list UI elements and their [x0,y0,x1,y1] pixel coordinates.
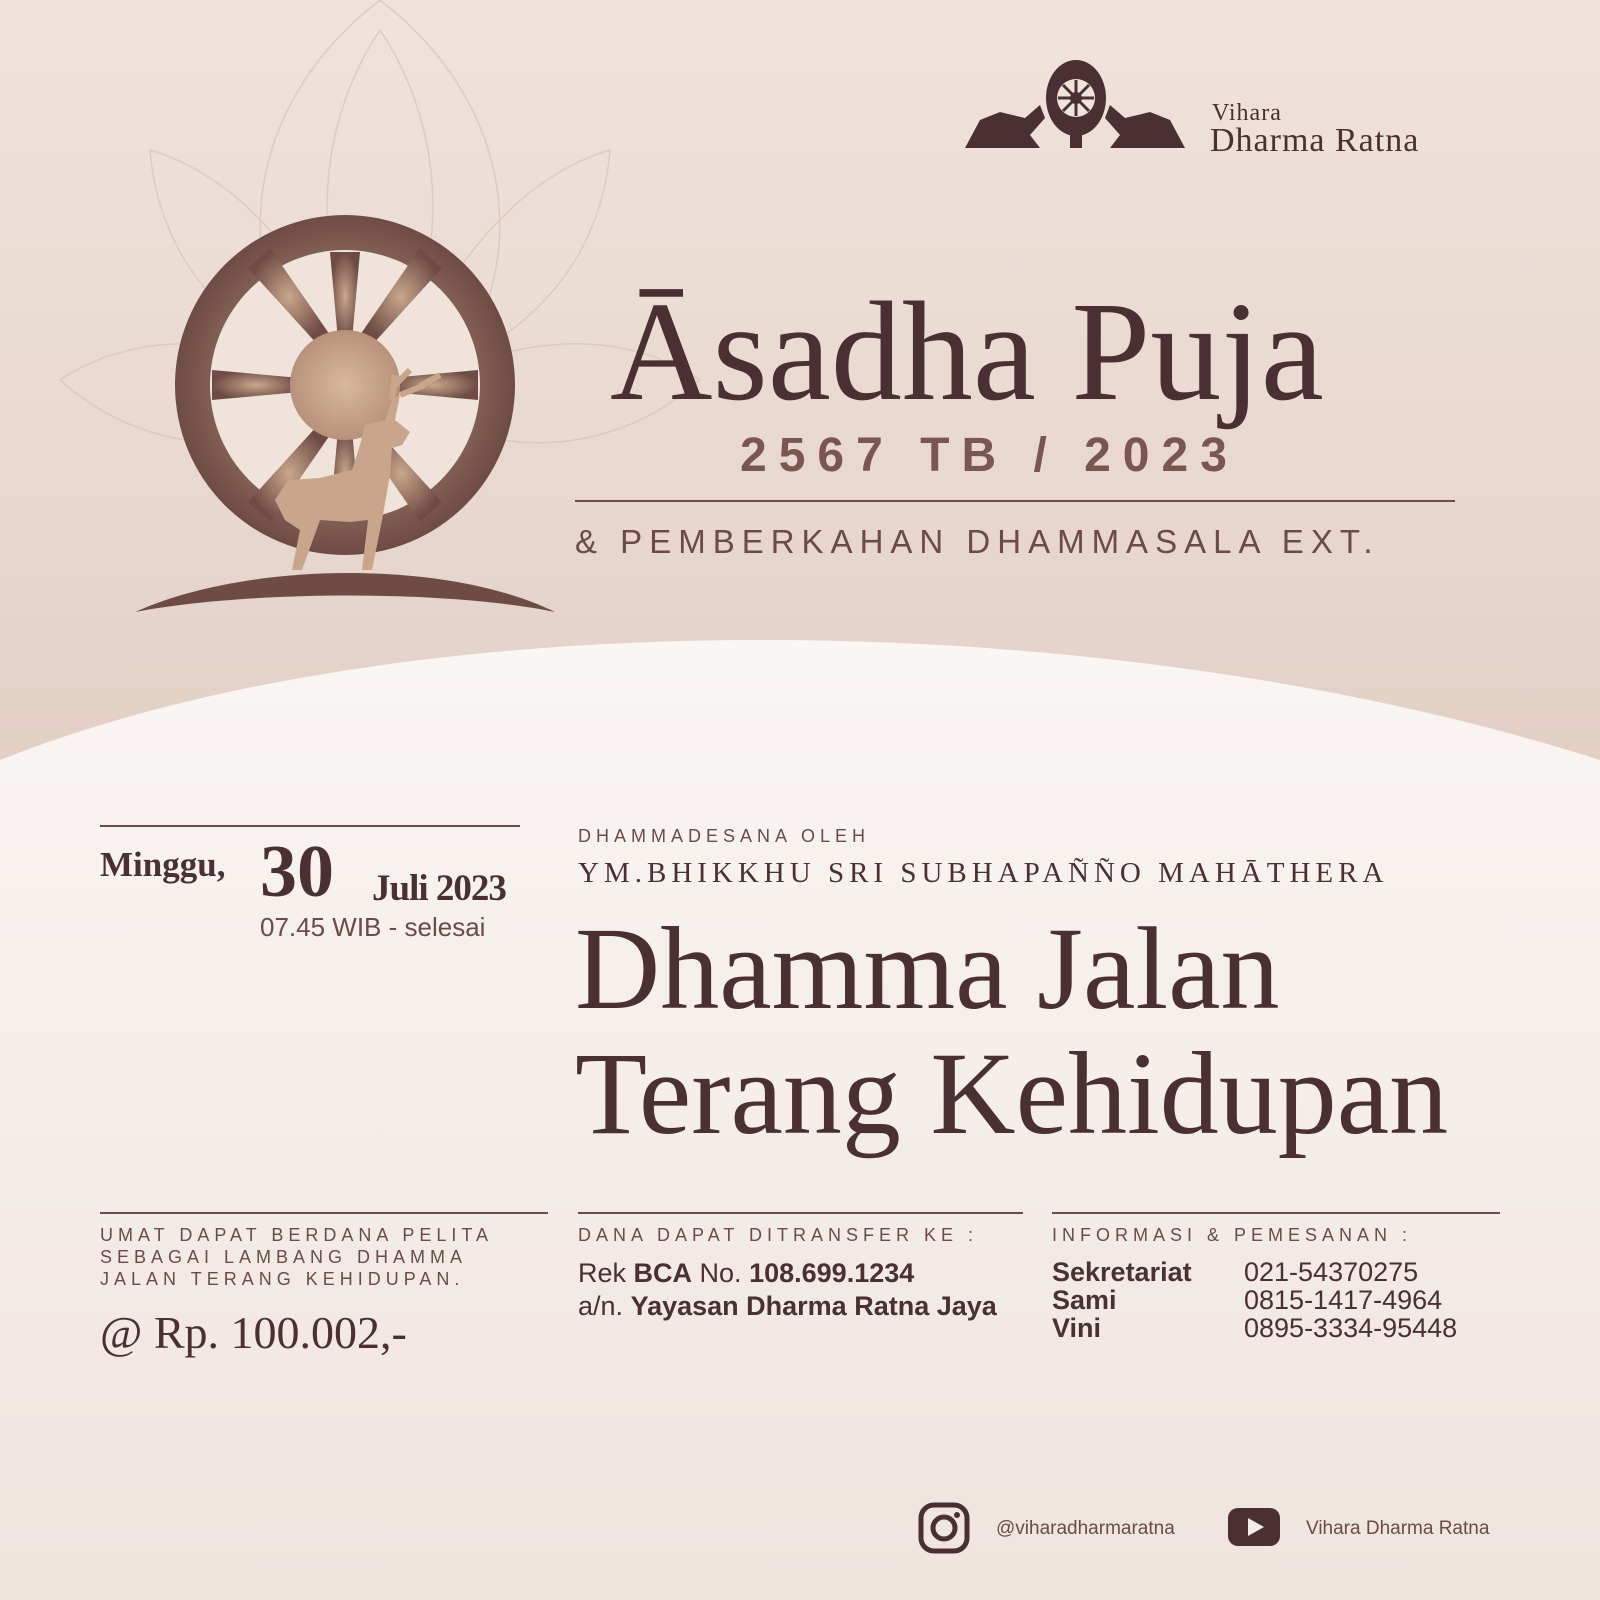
contact-phone: 021-54370275 [1244,1257,1419,1287]
transfer-label: DANA DAPAT DITRANSFER KE : [578,1225,979,1245]
youtube-icon[interactable] [1228,1508,1280,1546]
brand-small: Vihara [1212,100,1282,126]
donation-note [100,1224,493,1290]
brand-main: Dharma Ratna [1210,122,1420,159]
youtube-channel[interactable]: Vihara Dharma Ratna [1306,1518,1490,1539]
instagram-handle[interactable]: @viharadharmaratna [996,1518,1175,1539]
rek-prefix: Rek [578,1258,627,1288]
contact-row [1052,1258,1457,1286]
contact-row [1052,1286,1457,1314]
bank-name: BCA [633,1258,693,1288]
contact-phone: 0815-1417-4964 [1244,1285,1443,1315]
contact-list [1052,1258,1457,1342]
contact-name: Sami [1052,1285,1117,1315]
info-divider [1052,1212,1500,1214]
contact-name: Vini [1052,1313,1102,1343]
transfer-line-account [578,1257,997,1290]
no-prefix: No. [699,1258,742,1288]
vihara-logo-icon [965,60,1185,148]
contact-row [1052,1314,1457,1342]
title-divider [575,500,1455,502]
an-prefix: a/n. [578,1291,624,1321]
transfer-divider [578,1212,1023,1214]
date-divider [100,825,520,827]
donation-note-line: SEBAGAI LAMBANG DHAMMA [100,1247,468,1267]
event-time: 07.45 WIB - selesai [260,912,486,942]
dharma-wheel-icon [135,215,555,612]
sermon-label: DHAMMADESANA OLEH [578,826,871,846]
contact-phone: 0895-3334-95448 [1244,1313,1458,1343]
contact-name: Sekretariat [1052,1257,1192,1287]
sermon-theme-line1: Dhamma Jalan [575,903,1280,1034]
donation-note-line: UMAT DAPAT BERDANA PELITA [100,1225,494,1245]
transfer-line-holder [578,1290,997,1323]
donation-price: @ Rp. 100.002,- [100,1307,407,1358]
event-year: 2567 TB / 2023 [740,429,1239,482]
donation-note-line: JALAN TERANG KEHIDUPAN. [100,1269,465,1289]
account-holder: Yayasan Dharma Ratna Jaya [630,1291,997,1321]
sermon-theme-line2: Terang Kehidupan [575,1028,1449,1159]
event-tagline: & PEMBERKAHAN DHAMMASALA EXT. [575,523,1380,560]
event-daynum: 30 [260,831,334,913]
sermon-speaker: YM.BHIKKHU SRI SUBHAPAÑÑO MAHĀTHERA [578,857,1389,889]
donation-divider [100,1212,548,1214]
info-label: INFORMASI & PEMESANAN : [1052,1225,1413,1245]
event-day: Minggu, [100,845,226,884]
transfer-details [578,1257,997,1323]
event-monthyear: Juli 2023 [372,868,506,909]
event-title: Āsadha Puja [610,272,1324,430]
instagram-icon[interactable] [918,1502,970,1554]
account-number: 108.699.1234 [749,1258,915,1288]
